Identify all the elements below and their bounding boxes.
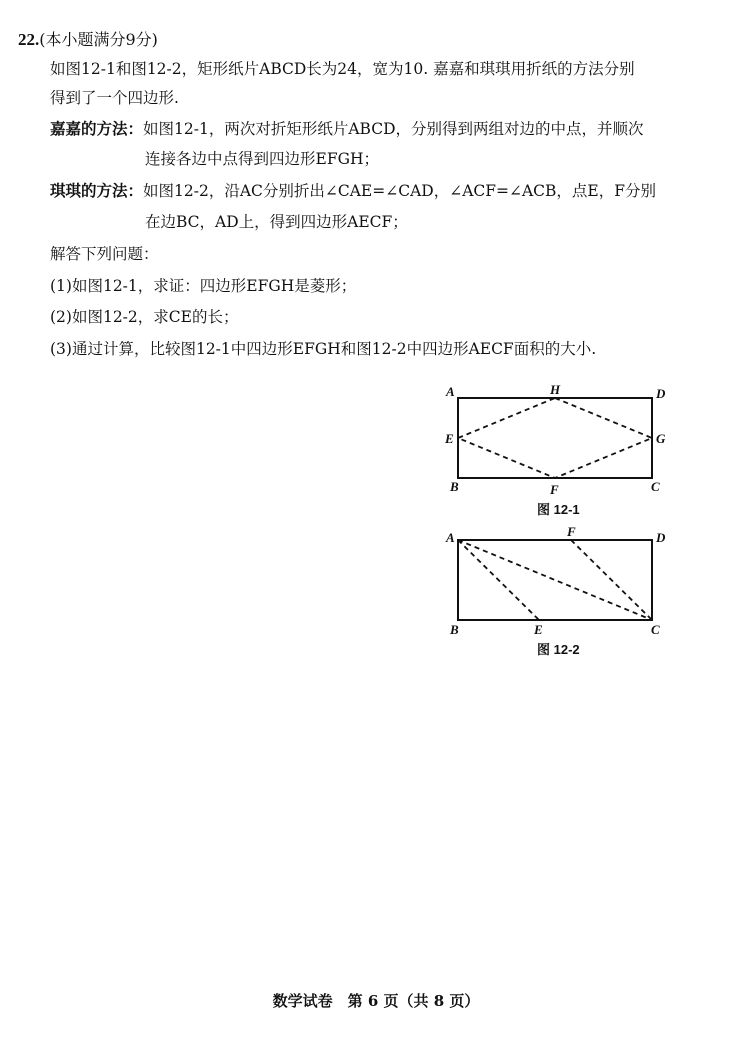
- fig2-diagonal-ac: [458, 540, 652, 620]
- figure-12-2-caption: 图 12-2: [537, 642, 580, 657]
- fig1-label-a: A: [446, 384, 455, 399]
- figure-12-2: [440, 522, 680, 640]
- figure-12-1: [440, 380, 680, 498]
- fig1-rhombus-efgh: [458, 398, 652, 478]
- fig2-label-f: F: [567, 524, 576, 539]
- fig1-label-g: G: [656, 431, 666, 446]
- fig1-label-f: F: [550, 482, 559, 497]
- qiqi-line-2: 在边BC，AD上，得到四边形AECF；: [145, 213, 408, 231]
- question-points: (本小题满分9分): [39, 30, 158, 49]
- figure-12-1-caption: 图 12-1: [537, 502, 580, 517]
- question-header: [18, 27, 158, 50]
- fig2-fold-fc: [571, 540, 652, 620]
- jiajia-label: 嘉嘉的方法：: [50, 119, 144, 138]
- fig1-rectangle-abcd: [458, 398, 652, 478]
- jiajia-line-2: 连接各边中点得到四边形EFGH；: [145, 150, 379, 168]
- question-number: 22.: [18, 30, 40, 49]
- jiajia-method: [50, 118, 644, 140]
- part-3: (3)通过计算，比较图12-1中四边形EFGH和图12-2中四边形AECF面积的大小.: [50, 340, 597, 358]
- intro-line-2: 得到了一个四边形.: [50, 89, 179, 107]
- fig2-label-c: C: [651, 622, 660, 637]
- jiajia-line-1: 如图12-1，两次对折矩形纸片ABCD，分别得到两组对边的中点，并顺次: [143, 120, 644, 138]
- fig2-label-e: E: [534, 622, 543, 637]
- page-footer: 数学试卷 第 6 页（共 8 页）: [272, 992, 480, 1010]
- fig1-label-e: E: [445, 431, 454, 446]
- part-2: (2)如图12-2，求CE的长；: [50, 308, 239, 326]
- answer-prompt: 解答下列问题：: [50, 245, 159, 263]
- fig2-label-b: B: [450, 622, 459, 637]
- part-1: (1)如图12-1，求证：四边形EFGH是菱形；: [50, 277, 357, 295]
- fig1-label-c: C: [651, 479, 660, 494]
- qiqi-line-1: 如图12-2，沿AC分别折出∠CAE=∠CAD，∠ACF=∠ACB，点E，F分别: [143, 182, 656, 200]
- fig2-fold-ae: [458, 540, 539, 620]
- fig1-label-h: H: [550, 382, 561, 397]
- qiqi-method: [50, 180, 656, 202]
- fig2-label-a: A: [446, 530, 455, 545]
- fig1-label-d: D: [656, 386, 666, 401]
- fig1-label-b: B: [450, 479, 459, 494]
- intro-line-1: 如图12-1和图12-2，矩形纸片ABCD长为24，宽为10. 嘉嘉和琪琪用折纸的方法分别: [50, 60, 635, 78]
- fig2-label-d: D: [656, 530, 666, 545]
- qiqi-label: 琪琪的方法：: [50, 181, 144, 200]
